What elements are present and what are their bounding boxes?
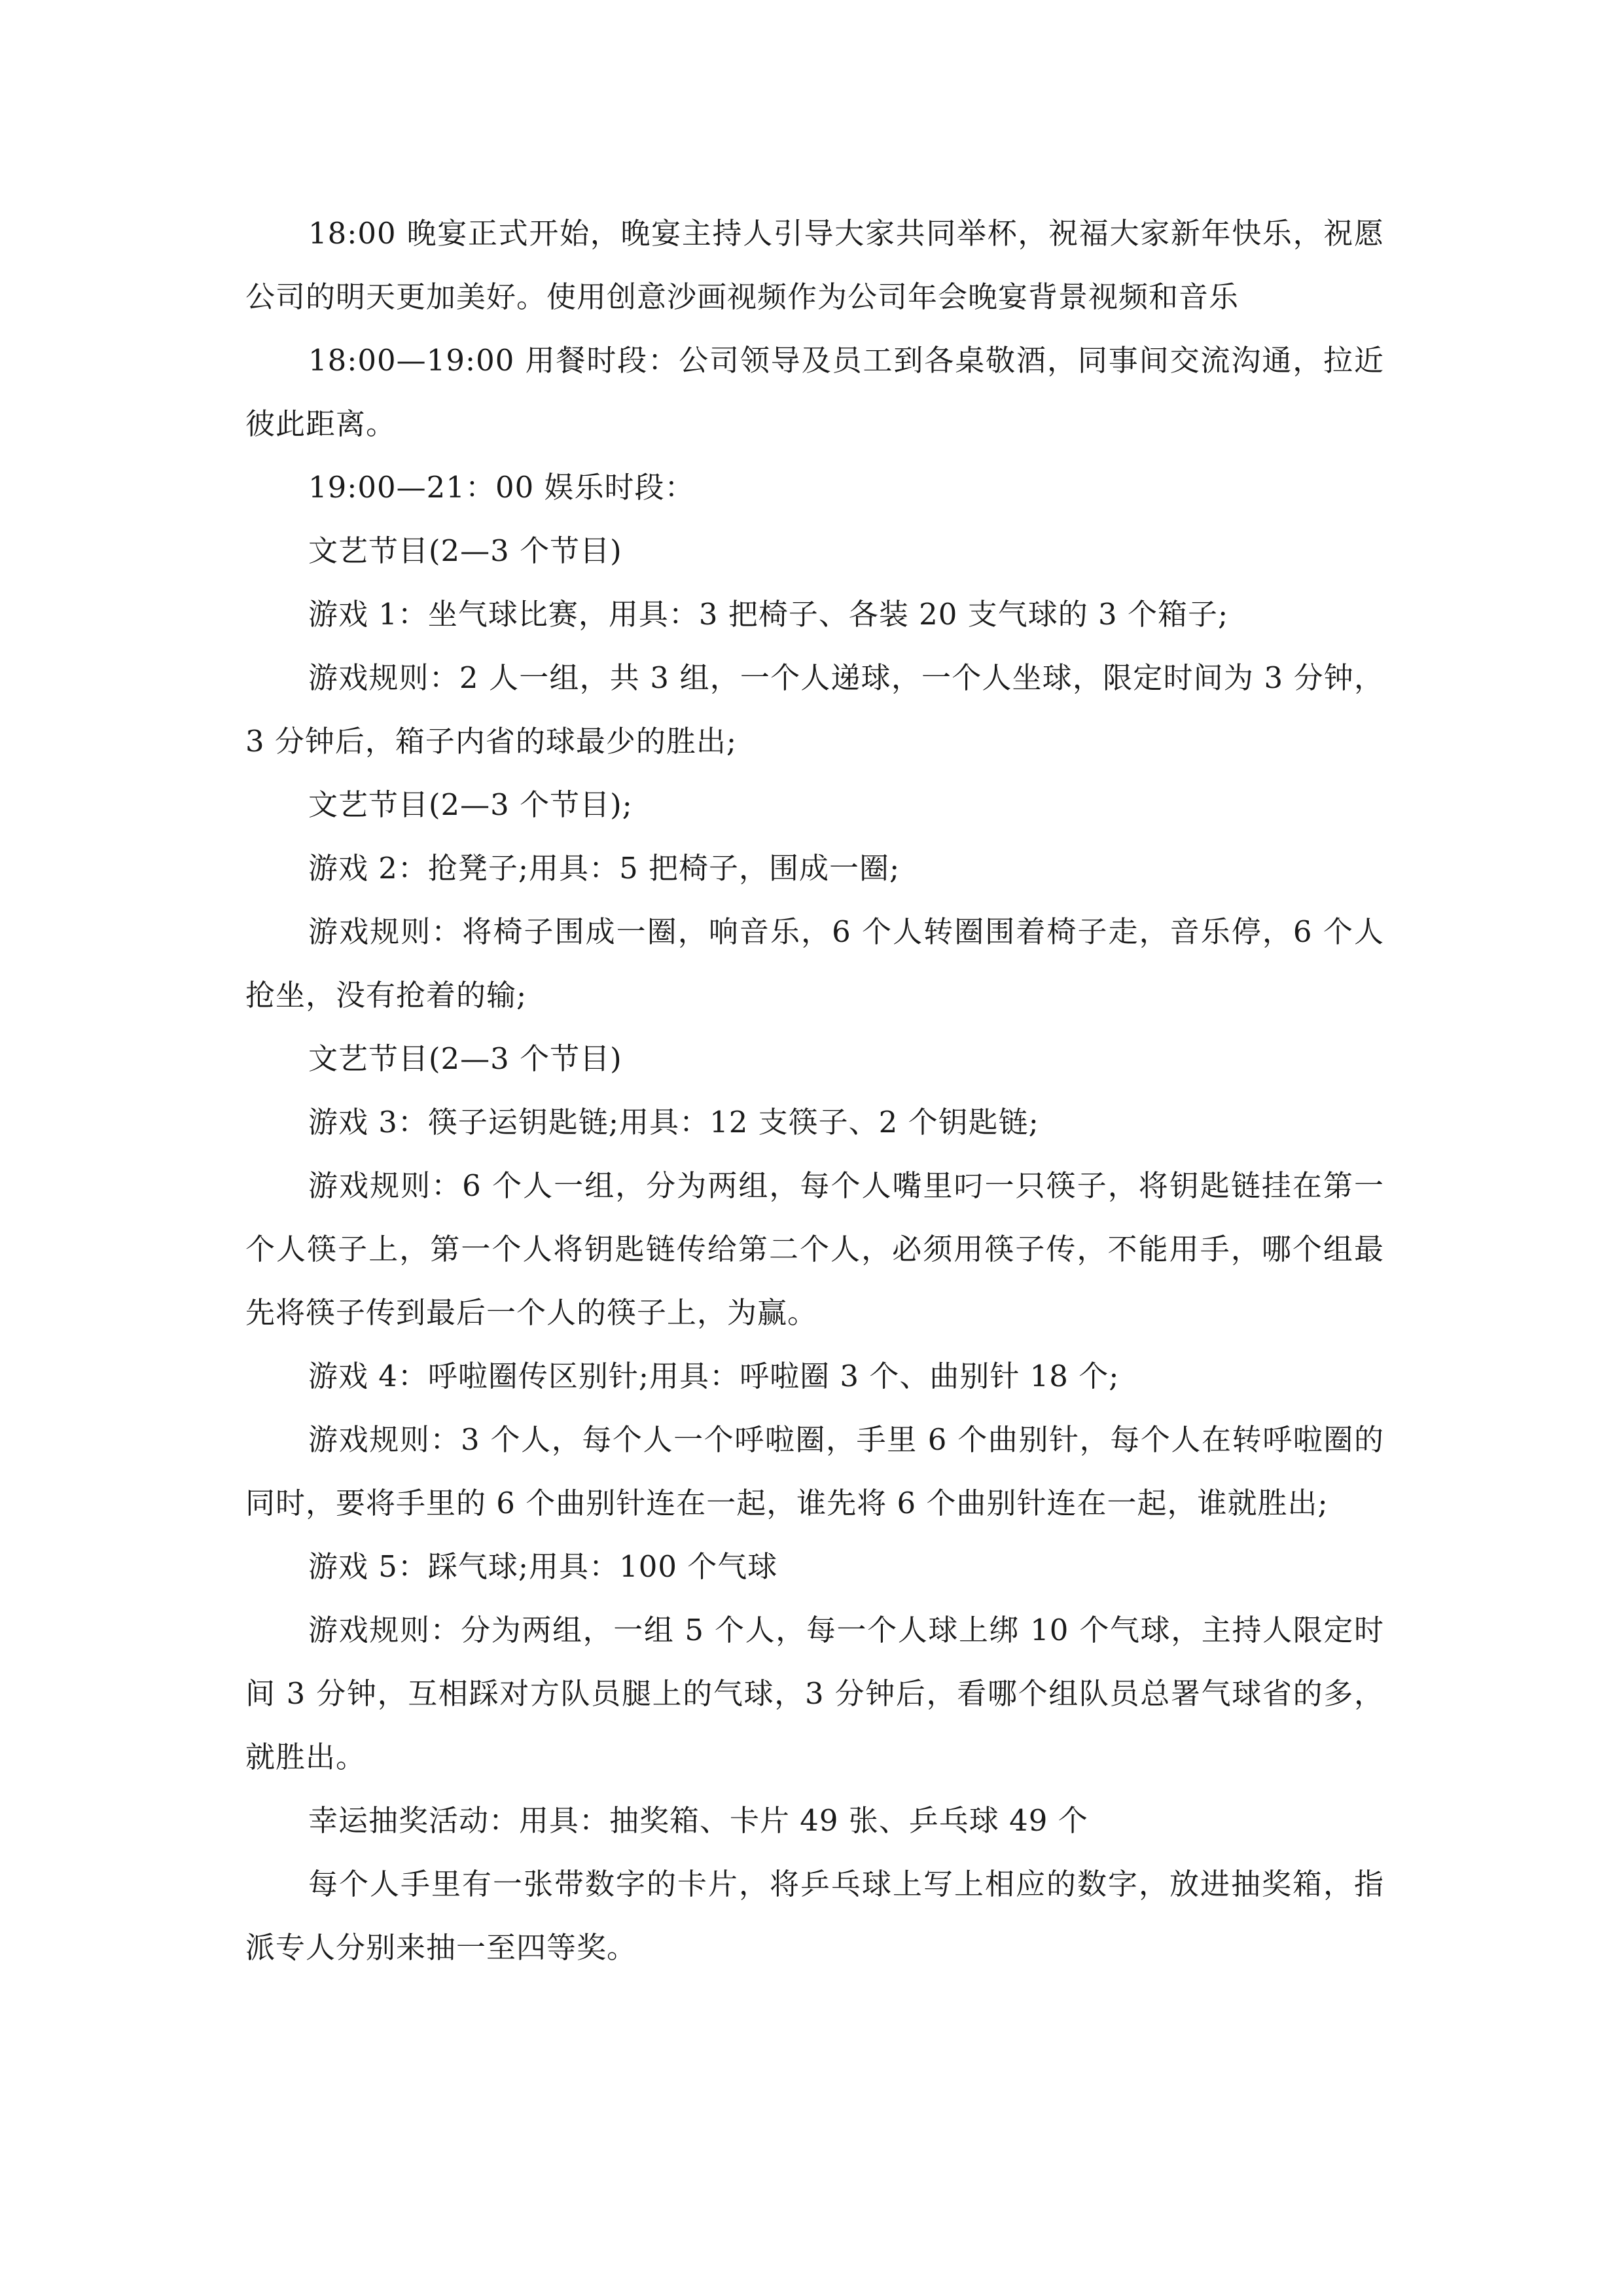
paragraph-game-2-rules: 游戏规则：将椅子围成一圈，响音乐，6 个人转圈围着椅子走，音乐停，6 个人抢坐，没有抢着的输; [245, 914, 1384, 1013]
paragraph-performance-3: 文艺节目(2—3 个节目) [308, 1041, 622, 1076]
paragraph-game-5-rules: 游戏规则：分为两组，一组 5 个人，每一个人球上绑 10 个气球，主持人限定时间 3 分钟，互相踩对方队员腿上的气球，3 分钟后，看哪个组队员总署气球省的多，就胜出。 [245, 1613, 1384, 1774]
paragraph-game-1: 游戏 1：坐气球比赛，用具：3 把椅子、各装 20 支气球的 3 个箱子; [308, 597, 1229, 632]
paragraph-game-3-rules: 游戏规则：6 个人一组，分为两组，每个人嘴里叼一只筷子，将钥匙链挂在第一个人筷子上，第一个人将钥匙链传给第二个人，必须用筷子传，不能用手，哪个组最先将筷子传到最后一个人的筷子上，为赢。 [245, 1168, 1384, 1330]
paragraph-game-4: 游戏 4：呼啦圈传区别针;用具：呼啦圈 3 个、曲别针 18 个; [308, 1359, 1120, 1393]
paragraph-lucky-draw: 幸运抽奖活动：用具：抽奖箱、卡片 49 张、乒乓球 49 个 [308, 1803, 1088, 1838]
paragraph-dining-period: 18:00—19:00 用餐时段：公司领导及员工到各桌敬酒，同事间交流沟通，拉近彼此距离。 [245, 343, 1384, 441]
paragraph-game-2: 游戏 2：抢凳子;用具：5 把椅子，围成一圈; [308, 851, 901, 886]
paragraph-game-5: 游戏 5：踩气球;用具：100 个气球 [308, 1549, 778, 1584]
paragraph-game-1-rules: 游戏规则：2 人一组，共 3 组，一个人递球，一个人坐球，限定时间为 3 分钟，3 分钟后，箱子内省的球最少的胜出; [245, 660, 1384, 759]
paragraph-dinner-start: 18:00 晚宴正式开始，晚宴主持人引导大家共同举杯，祝福大家新年快乐，祝愿公司的明天更加美好。使用创意沙画视频作为公司年会晚宴背景视频和音乐 [245, 216, 1384, 314]
paragraph-entertainment-period: 19:00—21：00 娱乐时段： [308, 470, 695, 505]
paragraph-performance-1: 文艺节目(2—3 个节目) [308, 533, 622, 568]
paragraph-game-4-rules: 游戏规则：3 个人，每个人一个呼啦圈，手里 6 个曲别针，每个人在转呼啦圈的同时，要将手里的 6 个曲别针连在一起，谁先将 6 个曲别针连在一起，谁就胜出; [245, 1422, 1384, 1520]
paragraph-performance-2: 文艺节目(2—3 个节目); [308, 787, 633, 822]
paragraph-lucky-draw-rules: 每个人手里有一张带数字的卡片，将乒乓球上写上相应的数字，放进抽奖箱，指派专人分别来抽一至四等奖。 [245, 1867, 1384, 1965]
document-body [245, 202, 1384, 1979]
paragraph-game-3: 游戏 3：筷子运钥匙链;用具：12 支筷子、2 个钥匙链; [308, 1105, 1039, 1139]
